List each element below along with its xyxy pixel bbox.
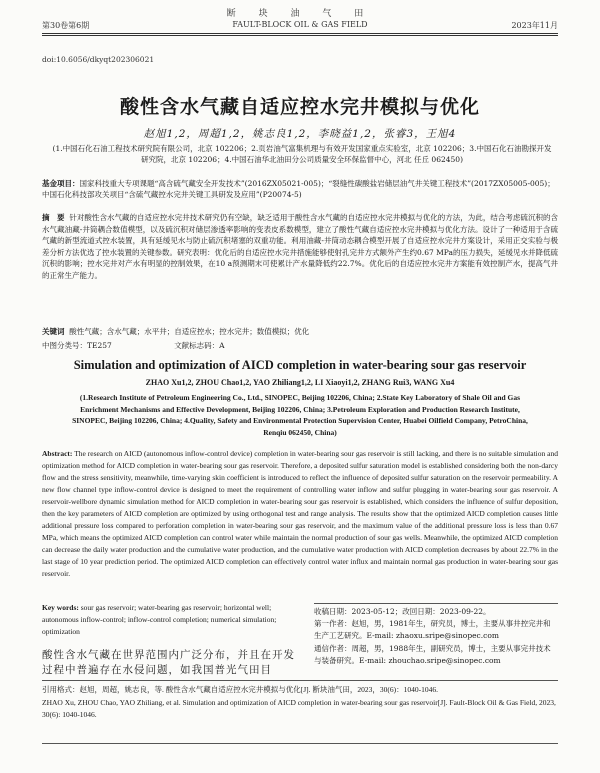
classification — [42, 340, 558, 351]
keywords-cn-label: 关键词 — [42, 327, 65, 336]
journal-name-en: FAULT-BLOCK OIL & GAS FIELD — [232, 20, 368, 29]
citation-cn: 引用格式：赵旭，周超，姚志良，等. 酸性含水气藏自适应控水完井模拟与优化[J]. 断块油气田，2023，30(6)：1040-1046. — [42, 685, 439, 694]
issue-label: 第30卷第6期 — [42, 21, 90, 30]
fund-text: 国家科技重大专项课题“高含硫气藏安全开发技术”(2016ZX05021-005)；“裂缝性碳酸盐岩储层油气井关键工程技术”(2017ZX05005-005)；中国石化科技部攻关项目“含硫气藏控水完井关键工具研发及应用”(P20074-5) — [42, 179, 555, 199]
received-date: 收稿日期：2023-05-12；改回日期：2023-09-22。 — [314, 607, 491, 616]
authors-cn: 赵旭1,2，周超1,2，姚志良1,2，李晓益1,2，张睿3，王旭4 — [143, 128, 457, 140]
first-author-note: 第一作者：赵旭，男，1981年生，研究员，博士，主要从事井控完井和生产工艺研究。E-mail: zhaoxu.sripe@sinopec.com — [314, 619, 551, 641]
footnote-rule — [314, 603, 558, 604]
affiliation-cn: (1.中国石化石油工程技术研究院有限公司，北京 102206；2.页岩油气富集机理与有效开发国家重点实验室，北京 102206；3.中国石化石油勘探开发研究院，北京 102206；4.中国石油华北油田分公司质量安全环保监督中心，河北 任丘 062450) — [52, 144, 552, 164]
title-cn: 酸性含水气藏自适应控水完井模拟与优化 — [119, 96, 480, 118]
header-rule — [42, 33, 558, 34]
doi[interactable]: doi:10.6056/dkyqt202306021 — [42, 55, 155, 64]
keywords-en-text: sour gas reservoir; water-bearing gas reservoir; horizontal well; autonomous inflow-control; inflow-control completion; numerical simulation; optimization — [42, 603, 277, 636]
corresponding-author-note: 通信作者：周超，男，1988年生，副研究员，博士，主要从事完井技术与装备研究。E-mail: zhouchao.sripe@sinopec.com — [314, 643, 551, 665]
citation — [42, 684, 558, 722]
document-code: 文献标志码：A — [174, 341, 225, 350]
clc-number: 中图分类号：TE257 — [42, 341, 112, 350]
title-en: Simulation and optimization of AICD completion in water-bearing sour gas reservoir — [73, 358, 527, 372]
abstract-cn — [42, 212, 558, 282]
footnote — [314, 606, 558, 667]
journal-name-cn: 断 块 油 气 田 — [226, 9, 374, 19]
affiliation-en: (1.Research Institute of Petroleum Engineering Co., Ltd., SINOPEC, Beijing 102206, China; 2.State Key Laboratory of Shale Oil and Gas Enrichment Mechanisms and Effective Development, Beijing 102206, China; 3.Petroleum Exploration and Production Research Institute, SINOPEC, Beijing 102206, China; 4.Quality, Safety and Environmental Protection Supervision Center, Huabei Oilfield Company, PetroChina, Renqiu 062450, China) — [72, 393, 528, 437]
abstract-en-label: Abstract: — [42, 449, 73, 458]
intro-paragraph: 酸性含水气藏在世界范围内广泛分布，并且在开发过程中普遍存在水侵问题，如我国普光气田目 — [42, 649, 295, 676]
abstract-cn-text: 针对酸性含水气藏的自适应控水完井技术研究仍有空缺，缺乏适用于酸性含水气藏的自适应控水完井模拟与优化的方法，为此，结合考虑硫沉积的含水气藏油藏-井筒耦合数值模型，以及硫沉积对储层渗透率影响的变表皮系数模型，建立了酸性气藏自适应控水完井模拟与优化方法。设计了一种适用于含硫气藏的新型流道式控水装置，具有延缓见水与防止硫沉积堵塞的双重功能。利用油藏-井筒动态耦合模型开展了自适应控水完井方案设计，采用正交实验与极差分析方法优选了控水装置的关键参数。研究表明：优化后的自适应控水完井措施能够使射孔完井方式额外产生约0.67 MPa的压力损失，延缓见水并降低硫沉积的影响；控水完井对产水有明显的控制效果，在10 a预测期末可使累计产水量降低约22.7%。优化后的自适应控水完井方案能有效控制产水，提高气井的正常生产能力。 — [42, 213, 559, 280]
header-rule-thin — [42, 35, 558, 36]
fund-info — [42, 178, 558, 200]
abstract-en-text: The research on AICD (autonomous inflow-control device) completion in water-bearing sour gas reservoir is still lacking, and there is no suitable simulation and optimization method for AICD completion in water-bearing sour gas reservoir. Therefore, a deposited sulfur saturation model is established considering both the non-darcy flow and the stress sensitivity, meanwhile, time-varying skin coefficient is introduced to reflect the influence of deposited sulfur saturation on the reservoir permeability. A new flow channel type inflow-control device is designed to meet the requirement of controlling water inflow and sulfur plugging in water-bearing sour gas reservoir. A reservoir-wellbore dynamic simulation method for AICD completion in water-bearing sour gas reservoir is established, which considers the influence of sulfur deposition, then the key parameters of AICD completion are optimized by using orthogonal test and range analysis. The results show that the optimized AICD completion causes little additional pressure loss compared to perforation completion in water-bearing sour gas reservoir, and the maximum value of the additional pressure loss is less than 0.67 MPa, which means the optimized AICD completion can control water while maintain the normal production of sour gas wells. Meanwhile, the optimized AICD completion can decrease the daily water production and the cumulative water production, and the cumulative water production with AICD completion decreases by about 22.7% in the last stage of 10 year prediction period. The optimized AICD completion can effectively control water influx and maintain normal gas production in water-bearing sour gas reservoir. — [42, 449, 558, 578]
keywords-en-label: Key words: — [42, 603, 79, 612]
citation-en: ZHAO Xu, ZHOU Chao, YAO Zhiliang, et al. Simulation and optimization of AICD completion in water-bearing sour gas reservoir[J]. Fault-Block Oil & Gas Field, 2023, 30(6): 1040-1046. — [42, 697, 556, 719]
abstract-en — [42, 448, 558, 580]
issue-date: 2023年11月 — [511, 21, 558, 30]
keywords-cn — [42, 326, 558, 337]
authors-en: ZHAO Xu1,2, ZHOU Chao1,2, YAO Zhiliang1,2, LI Xiaoyi1,2, ZHANG Rui3, WANG Xu4 — [145, 378, 455, 387]
fund-label: 基金项目： — [42, 179, 80, 188]
abstract-cn-label: 摘 要 — [42, 213, 65, 222]
keywords-cn-text: 酸性气藏；含水气藏；水平井；自适应控水；控水完井；数值模拟；优化 — [69, 327, 310, 336]
keywords-en — [42, 602, 304, 638]
